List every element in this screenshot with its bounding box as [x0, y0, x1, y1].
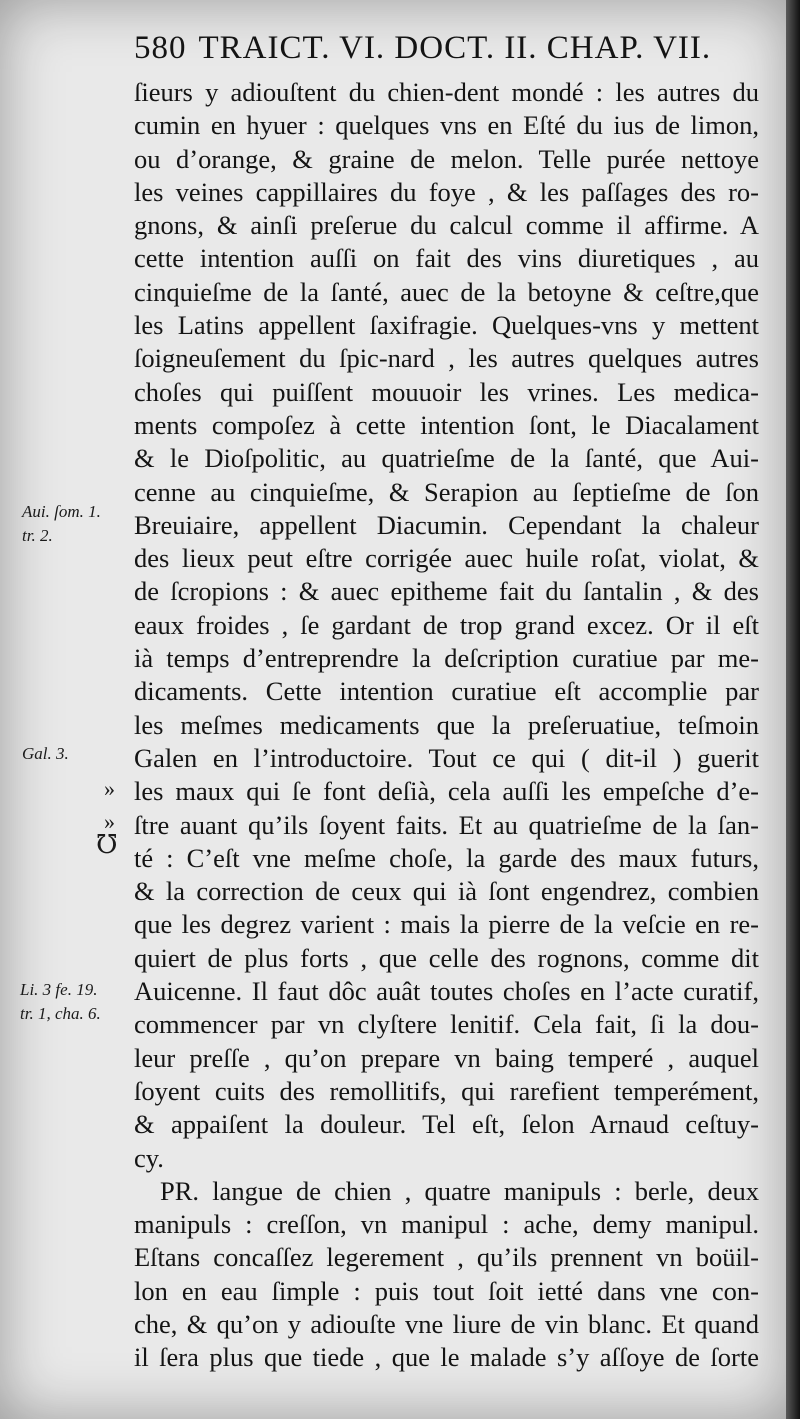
text-line: Auicenne. Il faut dôc auât toutes choſes en l’acte curatif,	[134, 976, 759, 1007]
text-line: & appaiſent la douleur. Tel eſt, ſelon Arnaud ceſtuy-	[134, 1109, 759, 1140]
text-line: cenne au cinquieſme, & Serapion au ſeptieſme de ſon	[134, 476, 759, 507]
text-line: les maux qui ſe font deſià, cela auſſi les empeſche d’e-	[134, 776, 759, 807]
text-line: ſieurs y adiouſtent du chien-dent mondé : les autres du	[134, 77, 759, 107]
text-line: cinquieſme de la ſanté, auec de la betoyne & ceſtre,que	[134, 276, 759, 307]
margin-note-avicenna: Aui. ſom. 1.	[22, 502, 101, 521]
text-line: té : C’eſt vne meſme choſe, la garde des maux futurs,	[134, 842, 759, 873]
page-header	[134, 30, 754, 78]
text-line: de ſcropions : & auec epitheme fait du ſantalin , & des	[134, 576, 759, 607]
text-line: ià temps d’entreprendre la deſcription curatiue par me-	[134, 643, 759, 674]
margin-note-tract-chapter: tr. 1, cha. 6.	[20, 1004, 101, 1023]
text-line: cy.	[134, 1142, 164, 1173]
text-line: Eſtans concaſſez legerement , qu’ils prennent vn boüil-	[134, 1242, 759, 1273]
text-line: les veines cappillaires du foye , & les paſſages des ro-	[134, 176, 759, 207]
text-line: que les degrez varient : mais la pierre de la veſcie en re-	[134, 909, 759, 940]
page-number: 580	[134, 30, 187, 66]
text-line: lon en eau ſimple : puis tout ſoit ietté dans vne con-	[134, 1275, 759, 1306]
text-line: cumin en hyuer : quelques vns en Eſté du ius de limon,	[134, 110, 759, 141]
text-line: choſes qui puiſſent mouuoir les vrines. Les medica-	[134, 376, 759, 407]
text-line: des lieux peut eſtre corrigée auec huile roſat, violat, &	[134, 543, 759, 574]
text-line: les Latins appellent ſaxifragie. Quelques-vns y mettent	[134, 310, 759, 341]
text-line: ou d’orange, & graine de melon. Telle purée nettoye	[134, 143, 759, 174]
text-line: ſoigneuſement du ſpic-nard , les autres quelques autres	[134, 343, 759, 374]
text-line: les meſmes medicaments que la preſeruatiue, teſmoin	[134, 709, 759, 740]
margin-note-avicenna-tract: tr. 2.	[22, 526, 53, 545]
text-line: ſoyent cuits des remollitifs, qui rarefient temperément,	[134, 1075, 759, 1106]
text-line: dicaments. Cette intention curatiue eſt accomplie par	[134, 676, 759, 707]
book-gutter	[786, 0, 800, 1419]
margin-note-book-3: Li. 3 fe. 19.	[20, 980, 98, 999]
text-line: & le Dioſpolitic, au quatrieſme de la ſanté, que Aui-	[134, 443, 759, 474]
text-line: che, & qu’on y adiouſte vne liure de vin blanc. Et quand	[134, 1308, 759, 1339]
text-line: ſtre auant qu’ils ſoyent faits. Et au quatrieſme de la ſan-	[134, 809, 759, 840]
ornament-glyph: ℧	[96, 830, 118, 859]
text-line: Breuiaire, appellent Diacumin. Cependant la chaleur	[134, 509, 759, 540]
text-line: leur preſſe , qu’on prepare vn baing temperé , auquel	[134, 1042, 759, 1073]
text-line: cette intention auſſi on fait des vins diuretiques , au	[134, 243, 759, 274]
text-line: commencer par vn clyſtere lenitif. Cela fait, ſi la dou-	[134, 1009, 759, 1040]
text-line: manipuls : creſſon, vn manipul : ache, demy manipul.	[134, 1209, 759, 1240]
body-text	[134, 76, 759, 1375]
text-line: & la correction de ceux qui ià ſont engendrez, combien	[134, 876, 759, 907]
text-line: il ſera plus que tiede , que le malade s’y aſſoye de ſorte	[134, 1342, 759, 1373]
margin-note-galen: Gal. 3.	[22, 744, 69, 763]
recipe-line: PR. langue de chien , quatre manipuls : berle, deux	[160, 1175, 759, 1206]
text-line: eaux froides , ſe gardant de trop grand excez. Or il eſt	[134, 609, 759, 640]
quote-mark: »	[104, 776, 115, 801]
text-line: Galen en l’introductoire. Tout ce qui ( dit-il ) guerit	[134, 742, 759, 773]
running-title: TRAICT. VI. DOCT. II. CHAP. VII.	[198, 30, 712, 66]
text-line: ments compoſez à cette intention ſont, le Diacalament	[134, 409, 759, 440]
text-line: gnons, & ainſi preſerue du calcul comme il affirme. A	[134, 210, 759, 241]
quote-mark: »	[104, 809, 115, 834]
text-line: quiert de plus forts , que celle des rognons, comme dit	[134, 942, 759, 973]
